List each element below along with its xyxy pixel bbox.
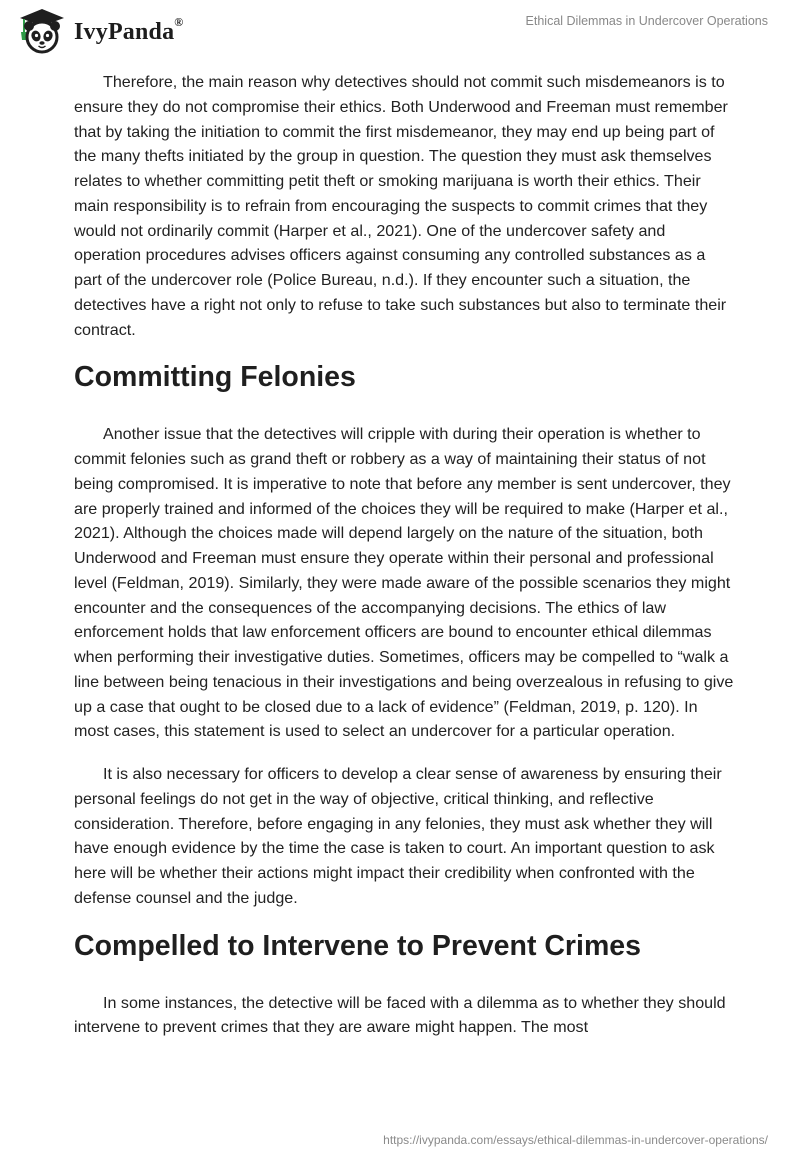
brand-name — [74, 14, 184, 46]
paragraph-1: Therefore, the main reason why detectives should not commit such misdemeanors is to ensure they do not compromise their ethics. Both Underwood and Freeman must remember that by taking the initiation to commit the first misdemeanor, they may end up being part of the many thefts initiated by the group in question. The question they must ask themselves relates to whether committing petit theft or smoking marijuana is worth their ethics. Their main responsibility is to refrain from encouraging the suspects to commit crimes that they would not ordinarily commit (Harper et al., 2021). One of the undercover safety and operation procedures advises officers against consuming any controlled substances as a part of the undercover role (Police Bureau, n.d.). If they encounter such a situation, the detectives have a right not only to refuse to take such substances but also to terminate their contract. — [74, 73, 728, 339]
ivypanda-logo[interactable] — [14, 6, 183, 56]
page-header — [0, 0, 800, 70]
footer-source-url[interactable]: https://ivypanda.com/essays/ethical-dilemmas-in-undercover-operations/ — [383, 1133, 768, 1147]
paragraph-2: Another issue that the detectives will cripple with during their operation is whether to commit felonies such as grand theft or robbery as a way of maintaining their status of not being compromised. It is imperative to note that before any member is sent undercover, they are properly trained and informed of the choices they will be required to make (Harper et al., 2021). Although the choices made will depend largely on the nature of the situation, both Underwood and Freeman must ensure they operate within their personal and professional level (Feldman, 2019). Similarly, they were made aware of the possible scenarios they might encounter and the consequences of the accompanying decisions. The ethics of law enforcement holds that law enforcement officers are bound to encounter ethical dilemmas when performing their investigative duties. Sometimes, officers may be compelled to “walk a line between being tenacious in their investigations and being overzealous in refusing to give up a case that ought to be closed due to a lack of evidence” (Feldman, 2019, p. 120). In most cases, this statement is used to select an undercover for a particular operation. — [74, 425, 734, 741]
panda-graduate-icon — [14, 6, 70, 56]
heading-committing-felonies: Committing Felonies — [74, 361, 356, 394]
document-title: Ethical Dilemmas in Undercover Operations — [525, 14, 768, 28]
paragraph-4: In some instances, the detective will be faced with a dilemma as to whether they should intervene to prevent crimes that they are aware might happen. The most — [74, 993, 726, 1037]
heading-compelled-to-intervene: Compelled to Intervene to Prevent Crimes — [74, 929, 641, 962]
registered-mark: ® — [174, 14, 184, 29]
brand-label: IvyPanda — [74, 18, 175, 45]
essay-content — [74, 70, 734, 1058]
paragraph-3: It is also necessary for officers to develop a clear sense of awareness by ensuring their personal feelings do not get in the way of objective, critical thinking, and reflective consideration. Therefore, before engaging in any felonies, they must ask whether they will have enough evidence by the time the case is taken to court. An important question to ask here will be whether their actions might impact their credibility when confronted with the defense counsel and the judge. — [74, 765, 722, 907]
